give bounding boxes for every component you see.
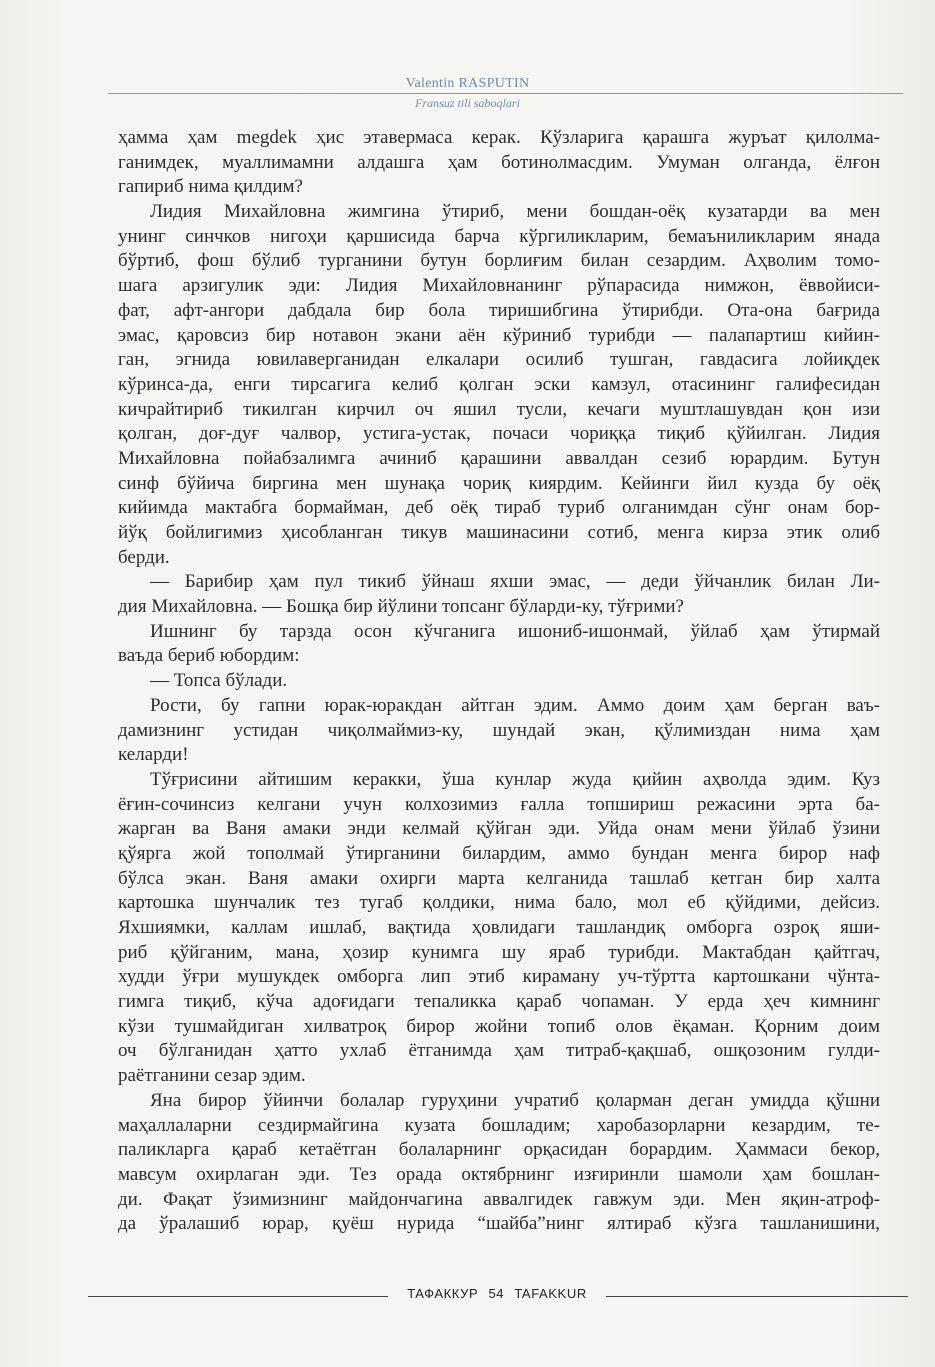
text-line: ганимдек, муаллимамни алдашга ҳам ботинолмасдим. Умуман олганда, ёлғон — [118, 151, 880, 173]
page-footer — [0, 1284, 935, 1306]
text-line: — Топса бўлади. — [150, 670, 288, 692]
text-line: шага арзигулик эди: Лидия Михайловнанинг рўпарасида нимжон, ёввойиси- — [118, 275, 880, 297]
footer-right-word: TAFAKKUR — [514, 1286, 587, 1301]
text-line: кичрайтириб тикилган кирчил оч яшил тусли, кечаги муштлашувдан қон изи — [118, 398, 880, 420]
text-line: қолган, доғ-дуғ чалвор, устига-устак, почаси чориққа тиқиб қўйилган. Лидия — [118, 423, 880, 445]
text-line: — Барибир ҳам пул тикиб ўйнаш яхши эмас, — деди ўйчанлик билан Ли- — [150, 571, 880, 593]
text-line: фат, афт-ангори дабдала бир бола тиришибгина ўтирибди. Ота-она бағрида — [118, 299, 880, 321]
text-line: ҳамма ҳам megdek ҳис этавермаса керак. Кўзларига қарашга журъат қилолма- — [118, 127, 880, 148]
text-line: да ўралашиб юрар, қуёш нурида “шайба”нинг ялтираб кўзга ташланишини, — [118, 1213, 880, 1235]
header-author: Valentin RASPUTIN — [405, 76, 530, 91]
text-line: дамизнинг устидан чиқолмаймиз-ку, шундай экан, қўлимиздан нима ҳам — [118, 719, 880, 741]
text-line: берди. — [118, 546, 170, 568]
text-line: бўлса экан. Ваня амаки охирги марта келганида ташлаб кетган бир халта — [118, 867, 880, 889]
text-line: унинг синчков нигоҳи қаршисида барча кўргиликларим, бемаъниликларим янада — [118, 225, 880, 247]
text-line: маҳаллаларни сездирмайгина кузата бошладим; харобазорларни кезардим, те- — [118, 1114, 880, 1136]
footer-folio — [390, 1286, 604, 1301]
header-subtitle: Fransuz tili saboqlari — [415, 96, 520, 110]
text-line: кўринса-да, енги тирсагига келиб қолган эски камзул, отасининг галифесидан — [118, 373, 880, 395]
text-line: ёғин-сочинсиз келгани учун колхозимиз ғалла топшириш режасини эрта ба- — [118, 793, 880, 815]
text-line: картошка шунчалик тез тугаб қолдики, нима бало, мол еб қўйдими, дейсиз. — [118, 892, 880, 914]
page-body-text — [118, 126, 880, 1237]
text-line: ди. Фақат ўзимизнинг майдончагина аввалгидек гавжум эди. Мен яқин-атроф- — [118, 1188, 880, 1210]
running-header — [0, 72, 935, 112]
text-line: синф бўйича биргина мен шунақа чориқ киярдим. Кейинги йил кузда бу оёқ — [118, 472, 880, 494]
text-line: Ишнинг бу тарзда осон кўчганига ишониб-ишонмай, ўйлаб ҳам ўтирмай — [150, 620, 880, 642]
text-line: раётганини сезар эдим. — [118, 1065, 306, 1087]
text-line: кўзи тушмайдиган хилватроқ бирор жойни топиб олов ёқаман. Қорним доим — [118, 1015, 880, 1037]
text-line: гимга тиқиб, кўча адоғидаги тепаликка қараб чопаман. У ерда ҳеч кимнинг — [118, 991, 880, 1013]
text-line: жарган ва Ваня амаки энди келмай қўйган эди. Уйда онам мени ўйлаб ўзини — [118, 818, 880, 840]
text-line: келарди! — [118, 744, 189, 766]
header-rule — [108, 93, 903, 94]
text-line: қўярга жой тополмай ўтирганини билардим, аммо бундан менга бирор наф — [118, 842, 880, 864]
footer-rule-right — [606, 1296, 908, 1297]
footer-left-word: ТАФАККУР — [407, 1286, 479, 1301]
text-line: йўқ бойлигимиз ҳисобланган тикув машинасини сотиб, менга кирза этик олиб — [118, 522, 880, 543]
text-line: гапириб нима қилдим? — [118, 176, 303, 198]
text-line: эмас, қаровсиз бир нотавон экани аён кўриниб турибди — палапартиш кийин- — [118, 324, 880, 346]
text-line: Тўғрисини айтишим керакки, ўша кунлар жуда қийин аҳволда эдим. Куз — [150, 768, 880, 790]
text-line: паликларга қараб кетаётган болаларнинг орқасидан борардим. Ҳаммаси бекор, — [118, 1139, 880, 1161]
text-line: Яна бирор ўйинчи болалар гуруҳини учратиб қоларман деган умидда қўшни — [150, 1089, 880, 1111]
text-line: кийимда мактабга бормайман, деб оёқ тираб туриб олганимдан сўнг онам бор- — [118, 497, 880, 519]
page-number: 54 — [488, 1286, 505, 1301]
text-line: мавсум охирлаган эди. Тез орада октябрнинг изғиринли шамоли ҳам бошлан- — [118, 1163, 880, 1185]
text-line: Рости, бу гапни юрак-юракдан айтган эдим. Аммо доим ҳам берган ваъ- — [150, 694, 880, 716]
text-line: дия Михайловна. — Бошқа бир йўлини топсанг бўларди-ку, тўғрими? — [118, 596, 684, 618]
text-line: Лидия Михайловна жимгина ўтириб, мени бошдан-оёқ кузатарди ва мен — [150, 201, 880, 223]
text-line: риб қўйганим, мана, ҳозир кунимга шу яраб турибди. Мактабдан қайтгач, — [118, 941, 880, 963]
text-line: оч бўлганидан ҳатто ухлаб ётганимда ҳам титраб-қақшаб, ошқозоним гулди- — [118, 1040, 880, 1062]
text-line: Михайловна пойабзалимга ачиниб қарашини аввалдан сезиб юрардим. Бутун — [118, 447, 880, 469]
text-line: ган, эгнида ювилаверганидан елкалари осилиб тушган, гавдасига лойиқдек — [118, 349, 880, 371]
footer-rule-left — [88, 1296, 388, 1297]
text-line: худди ўғри мушукдек омборга лип этиб кираману уч-тўртта картошкани чўнта- — [118, 966, 880, 988]
text-line: ваъда бериб юбордим: — [118, 645, 300, 667]
text-line: бўртиб, фош бўлиб турганини бутун борлиғим билан сезардим. Аҳволим томо- — [118, 250, 880, 272]
text-line: Яхшиямки, каллам ишлаб, вақтида ҳовлидаги ташландиқ омборга озроқ яши- — [118, 917, 880, 938]
